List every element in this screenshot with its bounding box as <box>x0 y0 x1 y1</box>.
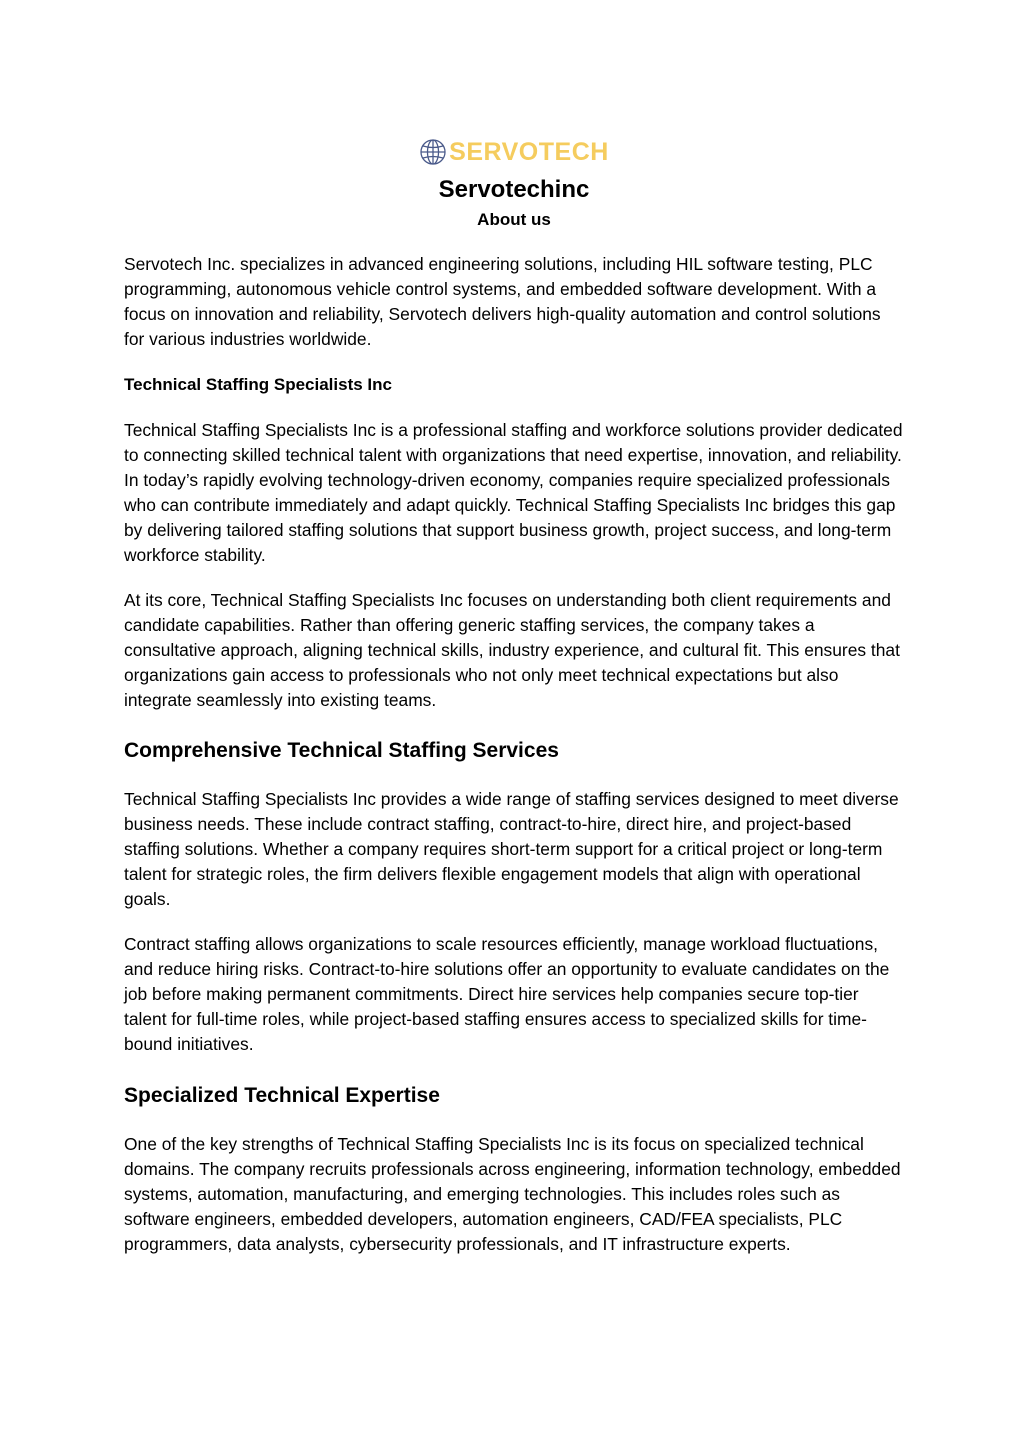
expertise-paragraph-1: One of the key strengths of Technical Staffing Specialists Inc is its focus on specialized technical domains. The company recruits professionals across engineering, information technology, embedded systems, automation, manufacturing, and emerging technologies. This includes roles such as software engineers, embedded developers, automation engineers, CAD/FEA specialists, PLC programmers, data analysts, cybersecurity professionals, and IT infrastructure experts. <box>124 1134 901 1254</box>
page-title: Servotechinc <box>438 176 590 203</box>
tss-paragraph-1: Technical Staffing Specialists Inc is a professional staffing and workforce solutions provider dedicated to connecting skilled technical talent with organizations that need expertise, innovation, and reliability. In today’s rapidly evolving technology-driven economy, companies require specialized professionals who can contribute immediately and adapt quickly. Technical Staffing Specialists Inc bridges this gap by delivering tailored staffing solutions that support business growth, project success, and long-term workforce stability. <box>124 420 903 565</box>
section-heading-services: Comprehensive Technical Staffing Services <box>124 739 559 762</box>
tss-paragraph-2: At its core, Technical Staffing Specialists Inc focuses on understanding both client requirements and candidate capabilities. Rather than offering generic staffing services, the company takes a consultative approach, aligning technical skills, industry experience, and cultural fit. This ensures that organizations gain access to professionals who not only meet technical expectations but also integrate seamlessly into existing teams. <box>124 590 900 710</box>
tss-heading: Technical Staffing Specialists Inc <box>124 375 392 394</box>
logo-wordmark: SERVOTECH <box>449 138 609 166</box>
document-header <box>124 134 904 231</box>
page-subtitle: About us <box>477 210 551 229</box>
services-paragraph-1: Technical Staffing Specialists Inc provides a wide range of staffing services designed to meet diverse business needs. These include contract staffing, contract-to-hire, direct hire, and project-based staffing solutions. Whether a company requires short-term support for a critical project or long-term talent for strategic roles, the firm delivers flexible engagement models that align with operational goals. <box>124 789 899 909</box>
intro-paragraph: Servotech Inc. specializes in advanced engineering solutions, including HIL software testing, PLC programming, autonomous vehicle control systems, and embedded software development. With a focus on innovation and reliability, Servotech delivers high-quality automation and control solutions for various industries worldwide. <box>124 254 881 349</box>
services-paragraph-2: Contract staffing allows organizations to scale resources efficiently, manage workload fluctuations, and reduce hiring risks. Contract-to-hire solutions offer an opportunity to evaluate candidates on the job before making permanent commitments. Direct hire services help companies secure top-tier talent for full-time roles, while project-based staffing ensures access to specialized skills for time-bound initiatives. <box>124 934 890 1054</box>
section-heading-expertise: Specialized Technical Expertise <box>124 1084 440 1107</box>
globe-icon <box>419 138 447 166</box>
servotech-logo <box>419 134 609 170</box>
